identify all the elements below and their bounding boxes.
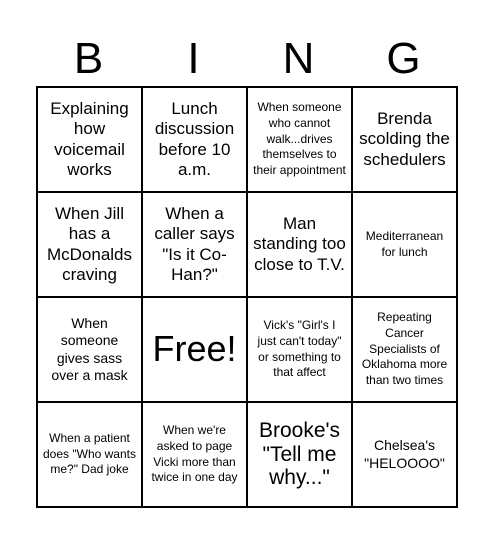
- bingo-cell[interactable]: [37, 192, 142, 297]
- header-letter-n: N: [282, 34, 315, 83]
- bingo-cell[interactable]: [352, 297, 457, 402]
- bingo-cell[interactable]: [37, 297, 142, 402]
- bingo-cell-text: Explaining how voicemail works: [50, 98, 129, 179]
- bingo-cell[interactable]: [37, 87, 142, 192]
- bingo-cell[interactable]: [247, 87, 352, 192]
- bingo-cell-text: Chelsea's "HELOOOO": [364, 437, 445, 471]
- bingo-cell-text: When Jill has a McDonalds craving: [46, 203, 133, 284]
- bingo-cell-text: Mediterranean for lunch: [365, 228, 444, 259]
- bingo-cell[interactable]: [352, 402, 457, 507]
- bingo-board: [36, 86, 458, 508]
- bingo-cell-text: Vick's "Girl's I just can't today" or something to that affect: [257, 317, 342, 380]
- bingo-cell[interactable]: [142, 192, 247, 297]
- bingo-cell-text: When someone gives sass over a mask: [51, 315, 128, 383]
- free-space-text: Free!: [152, 328, 237, 370]
- bingo-cell[interactable]: [352, 192, 457, 297]
- bingo-cell-text: When a caller says "Is it Co-Han?": [154, 203, 235, 284]
- bingo-header: [36, 30, 456, 88]
- bingo-cell[interactable]: [352, 87, 457, 192]
- bingo-cell-text: When someone who cannot walk...drives themselves to their appointment: [253, 99, 346, 178]
- bingo-cell-text: Repeating Cancer Specialists of Oklahoma more than two times: [361, 309, 448, 388]
- free-space-cell[interactable]: [142, 297, 247, 402]
- bingo-cell-text: Lunch discussion before 10 a.m.: [154, 98, 235, 179]
- bingo-cell[interactable]: [142, 402, 247, 507]
- bingo-cell-text: When we're asked to page Vicki more than twice in one day: [151, 422, 238, 485]
- bingo-cell-text: When a patient does "Who wants me?" Dad joke: [43, 430, 136, 477]
- bingo-cell[interactable]: [37, 402, 142, 507]
- header-letter-i: I: [187, 34, 200, 83]
- bingo-cell[interactable]: [247, 297, 352, 402]
- bingo-cell[interactable]: [142, 87, 247, 192]
- bingo-cell-text: Brooke's "Tell me why...": [258, 419, 341, 490]
- bingo-cell-text: Brenda scolding the schedulers: [359, 108, 450, 169]
- header-letter-g: G: [386, 34, 421, 83]
- header-letter-b: B: [73, 34, 104, 83]
- bingo-cell[interactable]: [247, 192, 352, 297]
- bingo-cell-text: Man standing too close to T.V.: [253, 213, 346, 274]
- bingo-cell[interactable]: [247, 402, 352, 507]
